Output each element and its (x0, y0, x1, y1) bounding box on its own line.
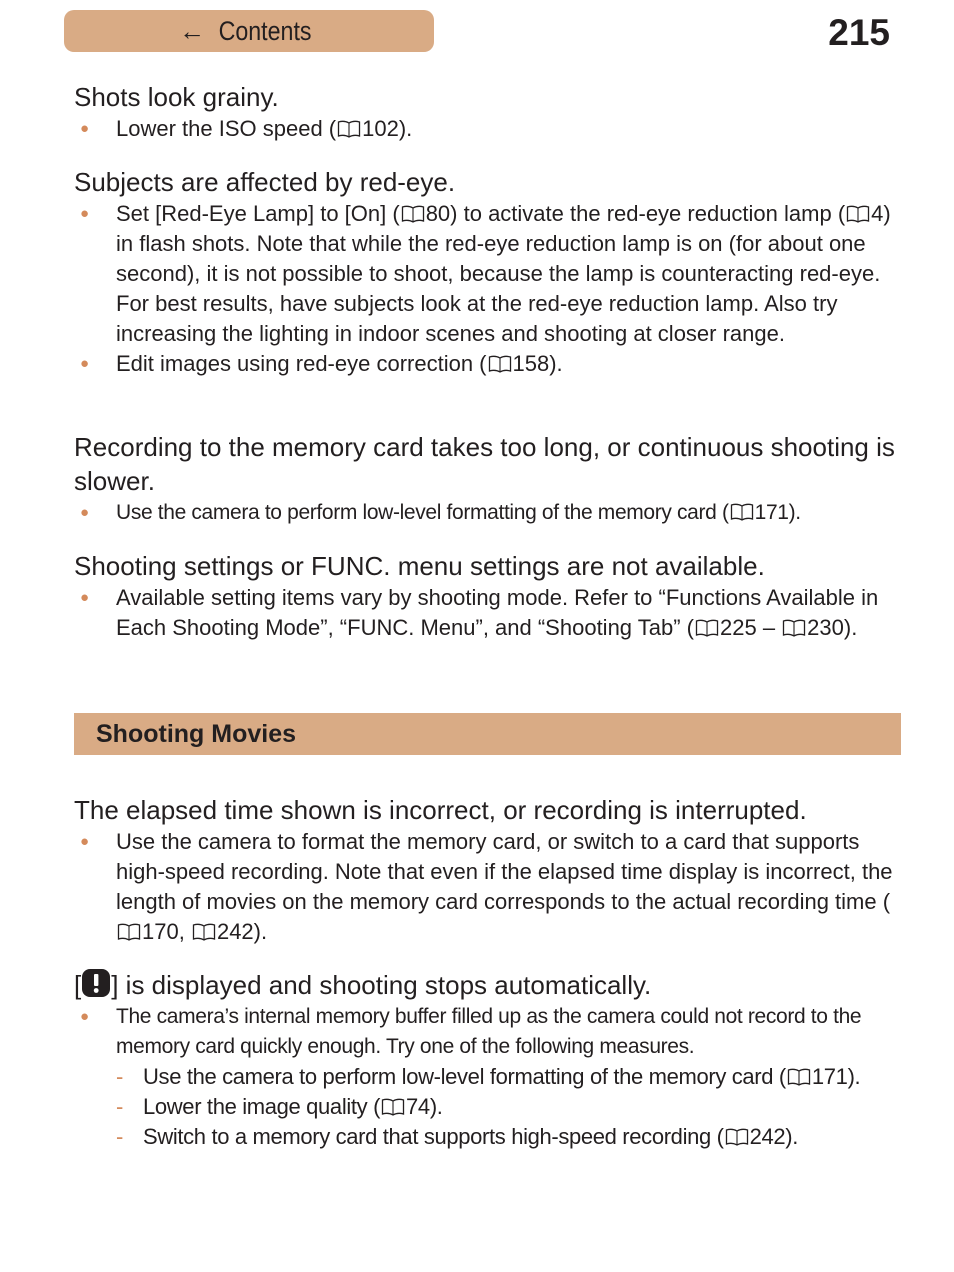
section-header-shooting-movies (74, 713, 901, 755)
book-icon (846, 205, 870, 223)
page-ref-link[interactable]: 4 (871, 201, 884, 226)
heading-grainy: Shots look grainy. (74, 82, 279, 112)
book-icon (730, 503, 754, 521)
book-icon (192, 923, 216, 941)
page-ref-link[interactable]: 242 (216, 919, 254, 944)
page-ref-link[interactable]: 230 (807, 615, 844, 640)
memory-warning-icon (81, 968, 111, 998)
page-ref-link[interactable]: 80 (425, 201, 451, 226)
sub-list-item: - Lower the image quality ( 74). (116, 1092, 904, 1122)
book-icon (381, 1098, 405, 1116)
bullet-list (74, 1002, 904, 1152)
heading-elapsed: The elapsed time shown is incorrect, or recording is interrupted. (74, 795, 807, 825)
arrow-left-icon: ← (178, 15, 205, 46)
sub-list-item: - Switch to a memory card that supports high-speed recording ( 242). (116, 1122, 904, 1152)
book-icon (337, 120, 361, 138)
contents-label: Contents (218, 15, 312, 46)
book-icon (782, 619, 806, 637)
page-ref-link[interactable]: 170 (142, 919, 179, 944)
book-icon (488, 355, 512, 373)
list-item: ● The camera’s internal memory buffer filled up as the camera could not record to the memory card quickly enough. Try one of the following measures. - Use the camera to perform low-level formatting of the memory card ( 171). - Lower the image quality ( 74). - Switch to a memory card that supports high-speed recording ( 242). (74, 1002, 904, 1152)
section-stops (74, 968, 904, 1152)
bullet-list (74, 827, 904, 947)
sub-list (116, 1062, 904, 1152)
heading-redeye: Subjects are affected by red-eye. (74, 167, 456, 197)
book-icon (787, 1068, 811, 1086)
page-ref-link[interactable]: 171 (811, 1064, 848, 1089)
book-icon (117, 923, 141, 941)
bullet-list (74, 199, 904, 379)
book-icon (725, 1128, 749, 1146)
page-ref-link[interactable]: 225 (719, 615, 757, 640)
list-item: ● Available setting items vary by shooting mode. Refer to “Functions Available in Each Shooting Mode”, “FUNC. Menu”, and “Shooting Tab” ( 225 – 230). (74, 583, 904, 643)
section-slow (74, 430, 904, 528)
section-grainy (74, 80, 904, 144)
page-ref-link[interactable]: 102 (362, 116, 399, 141)
section-redeye (74, 165, 904, 379)
sub-list-item: - Use the camera to perform low-level formatting of the memory card ( 171). (116, 1062, 904, 1092)
list-item: ● Use the camera to perform low-level formatting of the memory card ( 171). (74, 498, 904, 528)
page-ref-link[interactable]: 158 (512, 351, 550, 376)
heading-slow: Recording to the memory card takes too long, or continuous shooting is slower. (74, 432, 895, 496)
book-icon (695, 619, 719, 637)
section-title: Shooting Movies (96, 719, 296, 748)
page-ref-link[interactable]: 171 (754, 501, 789, 524)
page-number: 215 (828, 12, 890, 53)
bullet-list (74, 498, 904, 528)
page-ref-link[interactable]: 74 (406, 1094, 430, 1119)
bullet-list (74, 114, 904, 144)
section-func (74, 549, 904, 643)
bullet-list (74, 583, 904, 643)
section-elapsed (74, 793, 904, 947)
list-item: ● Use the camera to format the memory card, or switch to a card that supports high-speed recording. Note that even if the elapsed time display is incorrect, the length of movies on the memory card corresponds to the actual recording time ( 170, 242). (74, 827, 904, 947)
book-icon (401, 205, 425, 223)
list-item: ● Edit images using red-eye correction ( 158). (74, 349, 904, 379)
contents-button[interactable] (64, 10, 434, 52)
heading-func: Shooting settings or FUNC. menu settings are not available. (74, 551, 765, 581)
page-ref-link[interactable]: 242 (749, 1124, 786, 1149)
heading-stops: [ ] is displayed and shooting stops automatically. (74, 970, 652, 1000)
list-item: ● Lower the ISO speed ( 102). (74, 114, 904, 144)
list-item: ● Set [Red-Eye Lamp] to [On] ( 80) to activate the red-eye reduction lamp ( 4) in flash shots. Note that while the red-eye reduction lamp is on (for about one second), it is not possible to shoot, because the lamp is counteracting red-eye. For best results, have subjects look at the red-eye reduction lamp. Also try increasing the lighting in indoor scenes and shooting at closer range. (74, 199, 904, 349)
